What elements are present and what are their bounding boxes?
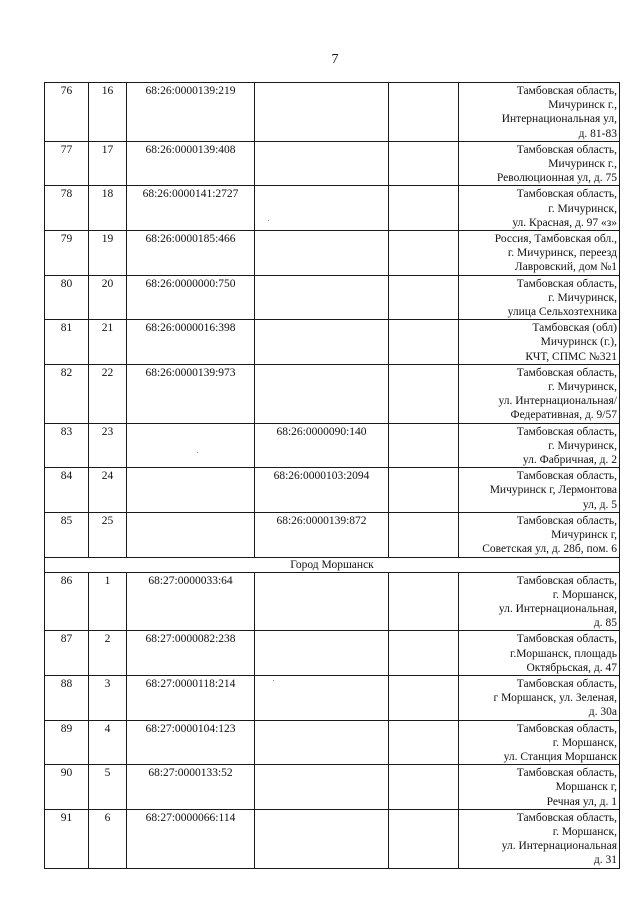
address-line: Тамбовская область, bbox=[516, 277, 617, 290]
address-line: Моршанск г, bbox=[555, 781, 617, 794]
table-row bbox=[45, 364, 620, 423]
address-line: ул. Интернациональная, bbox=[498, 602, 617, 615]
scan-speck bbox=[268, 220, 269, 221]
row-subnumber: 20 bbox=[89, 275, 127, 320]
address-cell bbox=[459, 468, 620, 513]
row-number: 87 bbox=[45, 631, 89, 676]
scan-speck bbox=[197, 452, 198, 453]
cadastral-number-cell: 68:26:0000185:466 bbox=[127, 231, 255, 276]
row-subnumber: 18 bbox=[89, 186, 127, 231]
address-line: Тамбовская область, bbox=[516, 811, 617, 824]
address-cell bbox=[459, 572, 620, 631]
table-row bbox=[45, 631, 620, 676]
address-line: Тамбовская область, bbox=[516, 767, 617, 780]
row-number: 83 bbox=[45, 423, 89, 468]
table-row bbox=[45, 186, 620, 231]
address-cell bbox=[459, 320, 620, 365]
address-line: Тамбовская область, bbox=[516, 677, 617, 690]
empty-cell bbox=[389, 186, 459, 231]
cadastral-number-cell bbox=[127, 423, 255, 468]
address-line: д. 31 bbox=[593, 854, 617, 867]
address-line: Мичуринск г, Лермонтова bbox=[489, 484, 617, 497]
row-number: 81 bbox=[45, 320, 89, 365]
table-row bbox=[45, 83, 620, 142]
row-number: 82 bbox=[45, 364, 89, 423]
cadastral-number-alt-cell bbox=[255, 765, 389, 810]
cadastral-number-alt-cell bbox=[255, 186, 389, 231]
address-cell bbox=[459, 275, 620, 320]
cadastral-number-alt-cell bbox=[255, 231, 389, 276]
scan-speck bbox=[273, 680, 274, 681]
cadastral-number-cell: 68:27:0000104:123 bbox=[127, 720, 255, 765]
address-line: Тамбовская область, bbox=[516, 366, 617, 379]
table-row bbox=[45, 572, 620, 631]
address-line: ул, д. 5 bbox=[582, 498, 617, 511]
empty-cell bbox=[389, 675, 459, 720]
row-subnumber: 1 bbox=[89, 572, 127, 631]
address-line: г. Мичуринск, bbox=[548, 202, 617, 215]
cadastral-number-alt-cell bbox=[255, 141, 389, 186]
empty-cell bbox=[389, 275, 459, 320]
address-line: г. Мичуринск, bbox=[548, 439, 617, 452]
address-line: Тамбовская область, bbox=[516, 574, 617, 587]
page-number: 7 bbox=[331, 52, 339, 67]
address-line: Октябрьская, д. 47 bbox=[526, 661, 617, 674]
address-line: г. Моршанск, bbox=[552, 736, 617, 749]
address-line: Речная ул, д. 1 bbox=[546, 795, 617, 808]
cadastral-number-cell: 68:26:0000016:398 bbox=[127, 320, 255, 365]
empty-cell bbox=[389, 468, 459, 513]
row-number: 85 bbox=[45, 512, 89, 557]
address-line: улица Сельхозтехника bbox=[507, 306, 617, 319]
row-subnumber: 6 bbox=[89, 809, 127, 868]
empty-cell bbox=[389, 141, 459, 186]
address-cell bbox=[459, 631, 620, 676]
address-cell bbox=[459, 423, 620, 468]
table-row bbox=[45, 468, 620, 513]
empty-cell bbox=[389, 83, 459, 142]
row-subnumber: 5 bbox=[89, 765, 127, 810]
cadastral-number-alt-cell bbox=[255, 275, 389, 320]
cadastral-number-cell: 68:26:0000141:2727 bbox=[127, 186, 255, 231]
row-subnumber: 2 bbox=[89, 631, 127, 676]
table-row bbox=[45, 423, 620, 468]
address-cell bbox=[459, 512, 620, 557]
row-subnumber: 23 bbox=[89, 423, 127, 468]
table-row bbox=[45, 512, 620, 557]
table-row bbox=[45, 765, 620, 810]
address-line: ул. Интернациональная bbox=[501, 840, 617, 853]
table-row bbox=[45, 720, 620, 765]
row-subnumber: 25 bbox=[89, 512, 127, 557]
cadastral-number-cell: 68:26:0000000:750 bbox=[127, 275, 255, 320]
empty-cell bbox=[389, 631, 459, 676]
cadastral-number-cell: 68:27:0000133:52 bbox=[127, 765, 255, 810]
cadastral-number-cell: 68:27:0000033:64 bbox=[127, 572, 255, 631]
cadastral-number-cell: 68:27:0000066:114 bbox=[127, 809, 255, 868]
cadastral-number-alt-cell: 68:26:0000103:2094 bbox=[255, 468, 389, 513]
address-line: г. Мичуринск, переезд bbox=[507, 247, 617, 260]
table-row bbox=[45, 141, 620, 186]
address-line: Тамбовская область, bbox=[516, 85, 617, 97]
row-subnumber: 19 bbox=[89, 231, 127, 276]
address-cell bbox=[459, 720, 620, 765]
address-line: Мичуринск г., bbox=[548, 99, 617, 112]
row-number: 78 bbox=[45, 186, 89, 231]
address-line: Тамбовская область, bbox=[516, 188, 617, 201]
row-number: 91 bbox=[45, 809, 89, 868]
address-line: Советская ул, д. 28б, пом. 6 bbox=[482, 543, 617, 556]
address-line: г. Мичуринск, bbox=[548, 291, 617, 304]
property-registry-table bbox=[44, 82, 620, 869]
table-row bbox=[45, 320, 620, 365]
table-body-michurinsk bbox=[45, 83, 620, 558]
address-line: ул. Фабричная, д. 2 bbox=[522, 454, 617, 467]
row-number: 90 bbox=[45, 765, 89, 810]
section-row bbox=[45, 557, 620, 572]
cadastral-number-alt-cell bbox=[255, 675, 389, 720]
table-row bbox=[45, 275, 620, 320]
address-line: КЧТ, СПМС №321 bbox=[525, 350, 617, 363]
address-line: д. 85 bbox=[593, 617, 617, 630]
address-line: Лавровский, дом №1 bbox=[514, 261, 617, 274]
address-cell bbox=[459, 809, 620, 868]
row-number: 79 bbox=[45, 231, 89, 276]
address-line: Тамбовская область, bbox=[516, 470, 617, 483]
row-number: 77 bbox=[45, 141, 89, 186]
row-subnumber: 17 bbox=[89, 141, 127, 186]
cadastral-number-cell bbox=[127, 468, 255, 513]
address-cell bbox=[459, 83, 620, 142]
empty-cell bbox=[389, 512, 459, 557]
row-subnumber: 21 bbox=[89, 320, 127, 365]
cadastral-number-cell bbox=[127, 512, 255, 557]
row-subnumber: 16 bbox=[89, 83, 127, 142]
address-line: г. Моршанск, bbox=[552, 588, 617, 601]
cadastral-number-alt-cell bbox=[255, 83, 389, 142]
address-line: Тамбовская область, bbox=[516, 633, 617, 646]
cadastral-number-alt-cell bbox=[255, 572, 389, 631]
row-number: 76 bbox=[45, 83, 89, 142]
cadastral-number-alt-cell bbox=[255, 364, 389, 423]
cadastral-number-alt-cell bbox=[255, 720, 389, 765]
address-line: г Моршанск, ул. Зеленая, bbox=[493, 692, 617, 705]
address-line: Россия, Тамбовская обл., bbox=[494, 233, 617, 246]
address-line: ул. Красная, д. 97 «з» bbox=[512, 216, 617, 229]
address-cell bbox=[459, 231, 620, 276]
cadastral-number-alt-cell bbox=[255, 809, 389, 868]
section-title: Город Моршанск bbox=[45, 557, 620, 572]
address-line: Тамбовская область, bbox=[516, 514, 617, 527]
cadastral-number-alt-cell: 68:26:0000139:872 bbox=[255, 512, 389, 557]
cadastral-number-cell: 68:27:0000118:214 bbox=[127, 675, 255, 720]
cadastral-number-cell: 68:26:0000139:973 bbox=[127, 364, 255, 423]
row-number: 84 bbox=[45, 468, 89, 513]
table-row bbox=[45, 675, 620, 720]
address-cell bbox=[459, 186, 620, 231]
row-subnumber: 3 bbox=[89, 675, 127, 720]
table-row bbox=[45, 231, 620, 276]
address-line: Революционная ул, д. 75 bbox=[496, 172, 617, 185]
empty-cell bbox=[389, 231, 459, 276]
empty-cell bbox=[389, 364, 459, 423]
empty-cell bbox=[389, 809, 459, 868]
address-line: г.Моршанск, площадь bbox=[510, 647, 617, 660]
empty-cell bbox=[389, 572, 459, 631]
cadastral-number-cell: 68:26:0000139:408 bbox=[127, 141, 255, 186]
address-cell bbox=[459, 675, 620, 720]
address-cell bbox=[459, 364, 620, 423]
empty-cell bbox=[389, 720, 459, 765]
address-cell bbox=[459, 765, 620, 810]
cadastral-number-cell: 68:26:0000139:219 bbox=[127, 83, 255, 142]
cadastral-number-alt-cell bbox=[255, 320, 389, 365]
address-line: Федеративная, д. 9/57 bbox=[510, 409, 617, 422]
address-line: д. 30а bbox=[588, 706, 617, 719]
address-line: ул. Станция Моршанск bbox=[503, 750, 617, 763]
address-line: Интернациональная ул, bbox=[501, 113, 617, 126]
address-cell bbox=[459, 141, 620, 186]
address-line: Мичуринск г, bbox=[551, 529, 617, 542]
row-number: 80 bbox=[45, 275, 89, 320]
row-subnumber: 22 bbox=[89, 364, 127, 423]
address-line: г. Мичуринск, bbox=[548, 381, 617, 394]
address-line: Тамбовская область, bbox=[516, 425, 617, 438]
empty-cell bbox=[389, 423, 459, 468]
row-number: 86 bbox=[45, 572, 89, 631]
table-row bbox=[45, 809, 620, 868]
address-line: г. Моршанск, bbox=[552, 825, 617, 838]
table-body-morshansk bbox=[45, 572, 620, 868]
address-line: Тамбовская (обл) bbox=[532, 322, 617, 335]
empty-cell bbox=[389, 765, 459, 810]
row-subnumber: 4 bbox=[89, 720, 127, 765]
address-line: Тамбовская область, bbox=[516, 722, 617, 735]
address-line: ул. Интернациональная/ bbox=[498, 395, 617, 408]
cadastral-number-alt-cell: 68:26:0000090:140 bbox=[255, 423, 389, 468]
address-line: д. 81-83 bbox=[578, 127, 617, 140]
address-line: Мичуринск (г.), bbox=[540, 336, 617, 349]
address-line: Мичуринск г., bbox=[548, 158, 617, 171]
empty-cell bbox=[389, 320, 459, 365]
row-number: 88 bbox=[45, 675, 89, 720]
cadastral-number-cell: 68:27:0000082:238 bbox=[127, 631, 255, 676]
address-line: Тамбовская область, bbox=[516, 143, 617, 156]
cadastral-number-alt-cell bbox=[255, 631, 389, 676]
row-number: 89 bbox=[45, 720, 89, 765]
table-section-morshansk bbox=[45, 557, 620, 572]
row-subnumber: 24 bbox=[89, 468, 127, 513]
